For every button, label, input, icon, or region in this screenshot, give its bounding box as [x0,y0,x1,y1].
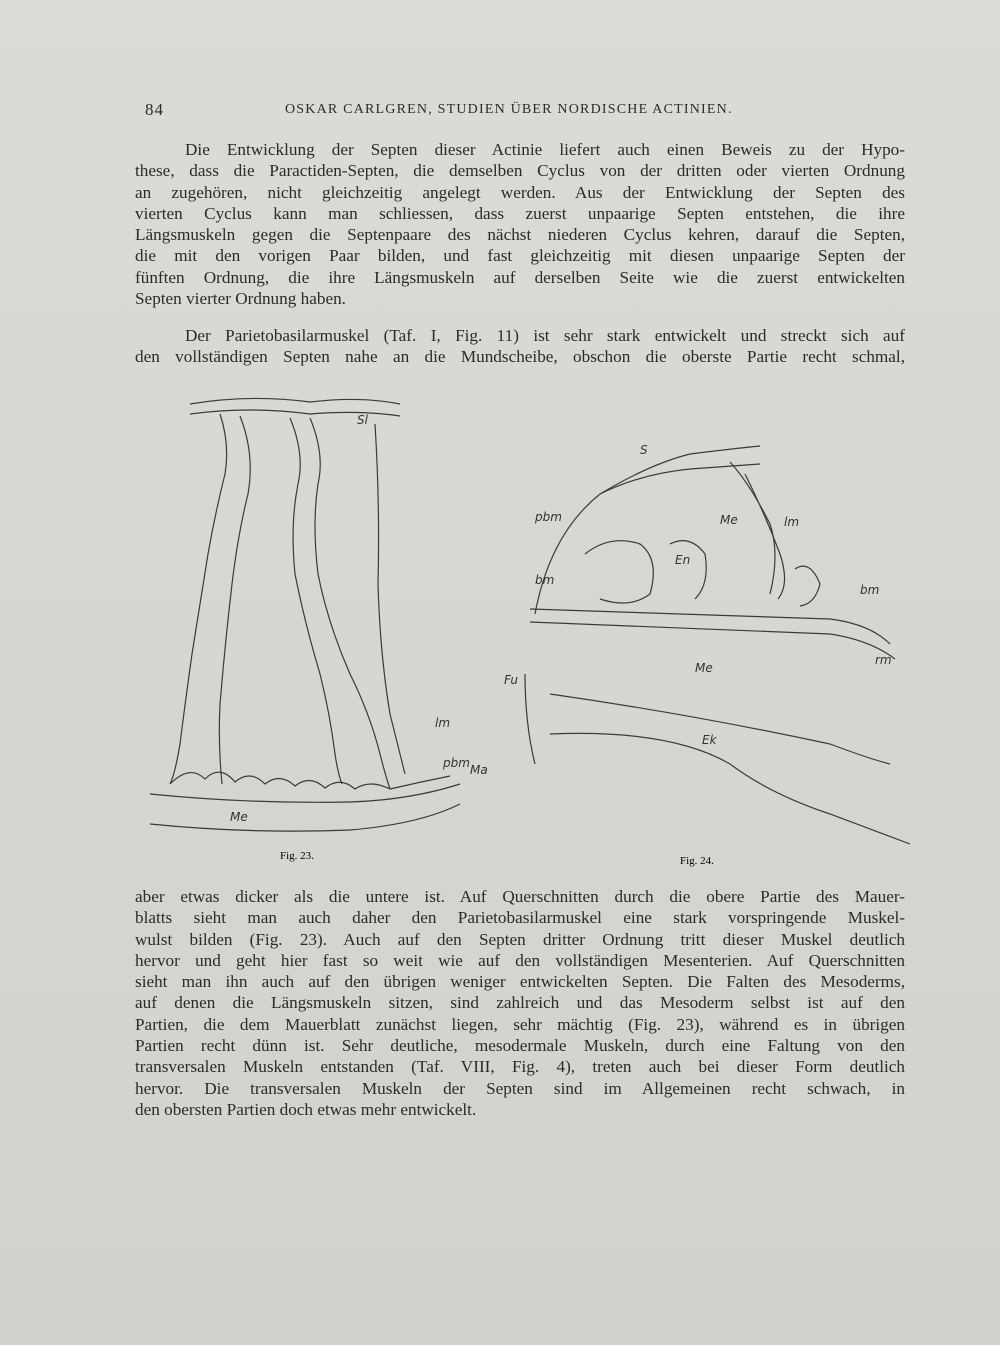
fig24-label-me-mid: Me [695,661,713,675]
figures [130,384,920,874]
fig23-label-sl: Sl [357,413,368,427]
fig24-label-en: En [675,553,691,567]
page-header [135,100,905,124]
fig24-label-bm-right: bm [860,583,880,597]
text-line: Partien recht dünn ist. Sehr deutliche, mesodermale Muskeln, durch eine Faltung von den [135,1036,905,1056]
text-line: Der Parietobasilarmuskel (Taf. I, Fig. 11) ist sehr stark entwickelt und streckt sich auf [185,326,905,345]
text-line: Partien, die dem Mauerblatt zunächst liegen, sehr mächtig (Fig. 23), während es in übrigen [135,1014,905,1034]
text-line: hervor und geht hier fast so weit wie auf den vollständigen Mesenterien. Auf Querschnitten [135,950,905,970]
text-line: vierten Cyclus kann man schliessen, dass zuerst unpaarige Septen entstehen, die ihre [135,203,905,223]
fig24-label-rm: rm [875,653,892,667]
fig24-caption: Fig. 24. [680,855,714,867]
fig24-label-pbm: pbm [535,510,562,524]
paragraph-septen-entwicklung [135,139,905,309]
text-line: Längsmuskeln gegen die Septenpaare des nächst niederen Cyclus kehren, darauf die Septen, [135,225,905,245]
text-line: hervor. Die transversalen Muskeln der Septen sind im Allgemeinen recht schwach, in [135,1078,905,1098]
text-line: wulst bilden (Fig. 23). Auch auf den Septen dritter Ordnung tritt dieser Muskel deutlich [135,929,905,949]
text-line: den vollständigen Septen nahe an die Mundscheibe, obschon die oberste Partie recht schmal, [135,347,905,367]
text-line: transversalen Muskeln entstanden (Taf. VIII, Fig. 4), treten auch bei dieser Form deutlich [135,1057,905,1077]
text-line: blatts sieht man auch daher den Parietobasilarmuskel eine stark vorspringende Muskel- [135,908,905,928]
fig24-label-s: S [640,443,648,457]
text-line: these, dass die Paractiden-Septen, die demselben Cyclus von der dritten oder vierten Ordnung [135,161,905,181]
fig23-caption: Fig. 23. [280,850,314,862]
fig24-label-ek: Ek [702,733,717,747]
fig24-label-me-top: Me [720,513,738,527]
paragraph-mauerblatt [135,886,905,1120]
fig23-label-lm: lm [435,716,451,730]
text-line: Die Entwicklung der Septen dieser Actinie liefert auch einen Beweis zu der Hypo- [185,140,905,159]
text-line: die mit den vorigen Paar bilden, und fast gleichzeitig mit diesen unpaarige Septen der [135,246,905,266]
fig24-label-bm-left: bm [535,573,555,587]
fig23-label-me: Me [230,810,248,824]
fig23-label-pbm: pbm [443,756,470,770]
text-line: auf denen die Längsmuskeln sitzen, sind zahlreich und das Mesoderm selbst ist auf den [135,993,905,1013]
text-line: an zugehören, nicht gleichzeitig angelegt werden. Aus der Entwicklung der Septen des [135,182,905,202]
fig23-label-ma: Ma [470,763,488,777]
figure-drawings [130,384,920,874]
text-line: fünften Ordnung, die ihre Längsmuskeln auf derselben Seite wie die zuerst entwickelten [135,267,905,287]
fig24-label-fu: Fu [504,673,519,687]
fig24-label-lm: lm [784,515,800,529]
page-number: 84 [145,100,164,119]
text-line: den obersten Partien doch etwas mehr entwickelt. [135,1099,477,1119]
text-line: aber etwas dicker als die untere ist. Auf Querschnitten durch die obere Partie des Mauer- [135,887,905,906]
figure-23-drawing [150,398,460,831]
running-title: OSKAR CARLGREN, STUDIEN ÜBER NORDISCHE ACTINIEN. [285,102,733,117]
text-line: Septen vierter Ordnung haben. [135,289,346,309]
text-line: sieht man ihn auch auf den übrigen weniger entwickelten Septen. Die Falten des Mesoderms, [135,972,905,992]
figure-24-drawing [525,446,910,844]
paragraph-parietobasilarmuskel [135,325,905,368]
